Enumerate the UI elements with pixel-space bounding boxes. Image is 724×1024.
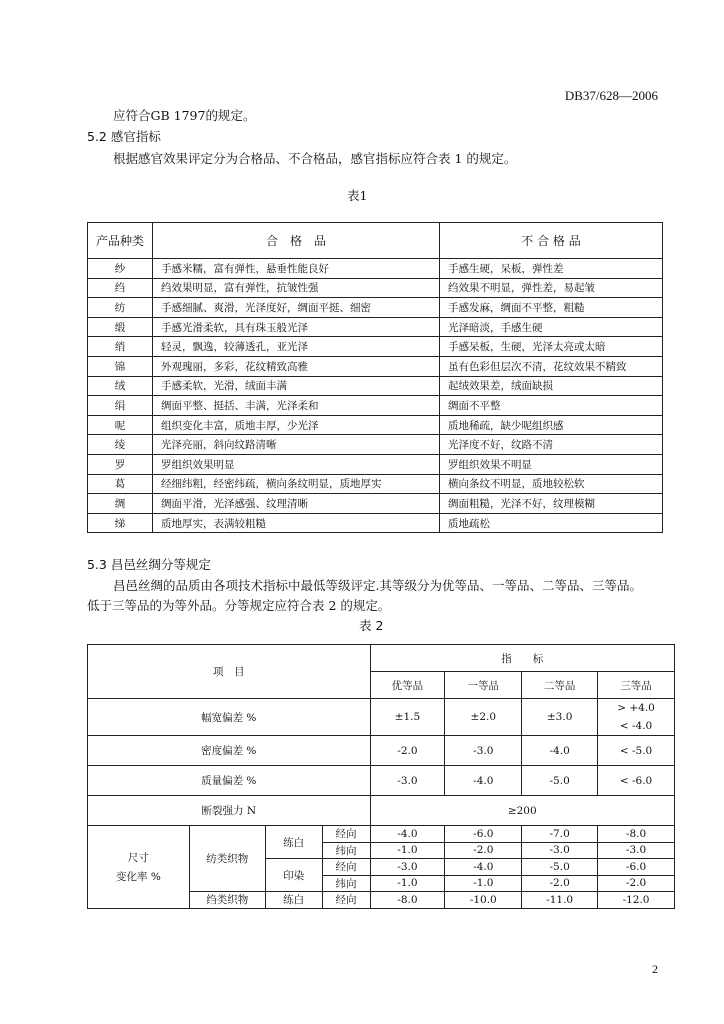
section-5-3-text-2: 低于三等品的为等外品。分等规定应符合表 2 的规定。 [87, 598, 391, 613]
table-cell: -3.0 [522, 842, 598, 859]
intro-line: 应符合GB 1797的规定。 [113, 108, 256, 123]
width-deviation-third-lower: < -4.0 [619, 720, 653, 732]
table-cell: < -6.0 [598, 766, 675, 796]
table-cell: -4.0 [445, 766, 522, 796]
qualified-cell: 手感光滑柔软，具有珠玉般光泽 [153, 317, 440, 337]
table2-item-header: 项 目 [88, 645, 371, 699]
table-cell: -3.0 [370, 766, 445, 796]
break-strength-label: 断裂强力 N [88, 796, 371, 826]
product-category-cell: 绡 [88, 337, 153, 357]
table1-header-category: 产品种类 [88, 223, 153, 259]
qualified-cell: 手感米糯，富有弹性，悬垂性能良好 [153, 259, 440, 279]
unqualified-cell: 绸面粗糙，光泽不好，纹理模糊 [440, 494, 663, 514]
table2-caption: 表 2 [359, 618, 384, 633]
product-category-cell: 绸 [88, 494, 153, 514]
table-cell: < -5.0 [598, 736, 675, 766]
table1-header-qualified: 合 格 品 [153, 223, 440, 259]
weft-label: 纬向 [322, 842, 370, 859]
table-row [88, 454, 663, 474]
table-row [88, 278, 663, 298]
product-category-cell: 绉 [88, 278, 153, 298]
qualified-cell: 绸面平整、挺括、丰满，光泽柔和 [153, 396, 440, 416]
table-cell: ±1.5 [370, 699, 445, 736]
product-category-cell: 绨 [88, 513, 153, 533]
table-cell: -6.0 [598, 859, 675, 876]
qualified-cell: 外观瑰丽，多彩，花纹精致高雅 [153, 356, 440, 376]
weft-label: 纬向 [322, 875, 370, 892]
product-category-cell: 绫 [88, 435, 153, 455]
bleached-label: 练白 [265, 826, 322, 859]
table-row [88, 494, 663, 514]
unqualified-cell: 绉效果不明显，弹性差，易起皱 [440, 278, 663, 298]
table-row [88, 474, 663, 494]
page-number: 2 [652, 962, 658, 976]
table-cell: -3.0 [598, 842, 675, 859]
size-change-row [88, 826, 675, 843]
table-row [88, 298, 663, 318]
break-strength-row [88, 796, 675, 826]
table-cell: ±2.0 [445, 699, 522, 736]
qualified-cell: 罗组织效果明显 [153, 454, 440, 474]
section-5-3-text-1: 昌邑丝绸的品质由各项技术指标中最低等级评定.其等级分为优等品、一等品、二等品、三等品。 [113, 578, 642, 593]
table-cell: -5.0 [522, 766, 598, 796]
crepe-fabric-label: 绉类织物 [189, 892, 265, 909]
spun-fabric-label: 纺类织物 [189, 826, 265, 892]
product-category-cell: 纺 [88, 298, 153, 318]
warp-label: 经向 [322, 859, 370, 876]
table-cell: -3.0 [445, 736, 522, 766]
qualified-cell: 经细纬粗，经密纬疏，横向条纹明显，质地厚实 [153, 474, 440, 494]
table-cell: -2.0 [598, 875, 675, 892]
table-row [88, 415, 663, 435]
unqualified-cell: 光泽度不好，纹路不清 [440, 435, 663, 455]
size-change-label [88, 826, 190, 909]
product-category-cell: 绒 [88, 376, 153, 396]
grade-third: 三等品 [598, 672, 675, 699]
table-2 [87, 644, 675, 909]
qualified-cell: 手感柔软，光滑，绒面丰满 [153, 376, 440, 396]
product-category-cell: 缎 [88, 317, 153, 337]
width-deviation-row [88, 699, 675, 736]
qualified-cell: 轻灵，飘逸，较薄透孔，亚光泽 [153, 337, 440, 357]
warp-label: 经向 [322, 892, 370, 909]
table-cell: -1.0 [370, 842, 445, 859]
table-cell: -2.0 [445, 842, 522, 859]
break-strength-value: ≥200 [370, 796, 675, 826]
table-cell: -10.0 [445, 892, 522, 909]
table-cell: -6.0 [445, 826, 522, 843]
unqualified-cell: 手感呆板，生硬，光泽太亮或太暗 [440, 337, 663, 357]
section-5-3-heading: 5.3 昌邑丝绸分等规定 [87, 557, 211, 572]
table-row [88, 396, 663, 416]
unqualified-cell: 横向条纹不明显，质地较松软 [440, 474, 663, 494]
density-deviation-label: 密度偏差 % [88, 736, 371, 766]
product-category-cell: 呢 [88, 415, 153, 435]
bleached-label: 练白 [265, 892, 322, 909]
table-cell: -5.0 [522, 859, 598, 876]
density-deviation-row [88, 736, 675, 766]
product-category-cell: 锦 [88, 356, 153, 376]
unqualified-cell: 虽有色彩但层次不清，花纹效果不精致 [440, 356, 663, 376]
table-cell: -2.0 [370, 736, 445, 766]
table-cell: -1.0 [370, 875, 445, 892]
section-5-2-heading: 5.2 感官指标 [87, 129, 161, 144]
table-cell: -4.0 [370, 826, 445, 843]
unqualified-cell: 绸面不平整 [440, 396, 663, 416]
table-cell: -1.0 [445, 875, 522, 892]
width-deviation-label: 幅宽偏差 % [88, 699, 371, 736]
qualified-cell: 手感细腻、爽滑，光泽度好，绸面平挺、细密 [153, 298, 440, 318]
table-cell: -4.0 [445, 859, 522, 876]
document-code: DB37/628—2006 [564, 88, 658, 103]
size-change-label-line-2: 变化率 % [115, 870, 161, 883]
unqualified-cell: 质地疏松 [440, 513, 663, 533]
product-category-cell: 绢 [88, 396, 153, 416]
unqualified-cell: 手感发麻，绸面不平整，粗糙 [440, 298, 663, 318]
table-row [88, 317, 663, 337]
table-cell: -12.0 [598, 892, 675, 909]
size-change-label-line-1: 尺寸 [127, 851, 149, 864]
table-row [88, 337, 663, 357]
table1-header-unqualified: 不 合 格 品 [440, 223, 663, 259]
qualified-cell: 组织变化丰富，质地丰厚，少光泽 [153, 415, 440, 435]
table-cell: -4.0 [522, 736, 598, 766]
section-5-2-text: 根据感官效果评定分为合格品、不合格品，感官指标应符合表 1 的规定。 [113, 151, 517, 166]
product-category-cell: 葛 [88, 474, 153, 494]
table-row [88, 513, 663, 533]
unqualified-cell: 罗组织效果不明显 [440, 454, 663, 474]
table-row [88, 376, 663, 396]
printed-label: 印染 [265, 859, 322, 892]
table-cell: -8.0 [370, 892, 445, 909]
warp-label: 经向 [322, 826, 370, 843]
qualified-cell: 质地厚实，表满较粗糙 [153, 513, 440, 533]
table-cell: -3.0 [370, 859, 445, 876]
table2-index-header: 指 标 [370, 645, 675, 672]
table2-header-row [88, 645, 675, 672]
unqualified-cell: 质地稀疏，缺少呢组织感 [440, 415, 663, 435]
product-category-cell: 罗 [88, 454, 153, 474]
table-cell: ±3.0 [522, 699, 598, 736]
table-cell: -2.0 [522, 875, 598, 892]
grade-excellent: 优等品 [370, 672, 445, 699]
qualified-cell: 光泽亮丽，斜向纹路清晰 [153, 435, 440, 455]
table-1 [87, 222, 663, 533]
table1-caption: 表1 [347, 188, 368, 203]
unqualified-cell: 起绒效果差，绒面缺损 [440, 376, 663, 396]
table-row [88, 435, 663, 455]
qualified-cell: 绉效果明显，富有弹性，抗皱性强 [153, 278, 440, 298]
unqualified-cell: 光泽暗淡，手感生硬 [440, 317, 663, 337]
width-deviation-third-upper: > +4.0 [617, 702, 655, 714]
table-cell: -7.0 [522, 826, 598, 843]
table-cell: -11.0 [522, 892, 598, 909]
table-row [88, 356, 663, 376]
table1-header-row [88, 223, 663, 259]
grade-second: 二等品 [522, 672, 598, 699]
qualified-cell: 绸面平滑，光泽感强、纹理清晰 [153, 494, 440, 514]
table-cell [598, 699, 675, 736]
mass-deviation-label: 质量偏差 % [88, 766, 371, 796]
unqualified-cell: 手感生硬，呆板，弹性差 [440, 259, 663, 279]
mass-deviation-row [88, 766, 675, 796]
table-row [88, 259, 663, 279]
product-category-cell: 纱 [88, 259, 153, 279]
grade-first: 一等品 [445, 672, 522, 699]
table-cell: -8.0 [598, 826, 675, 843]
